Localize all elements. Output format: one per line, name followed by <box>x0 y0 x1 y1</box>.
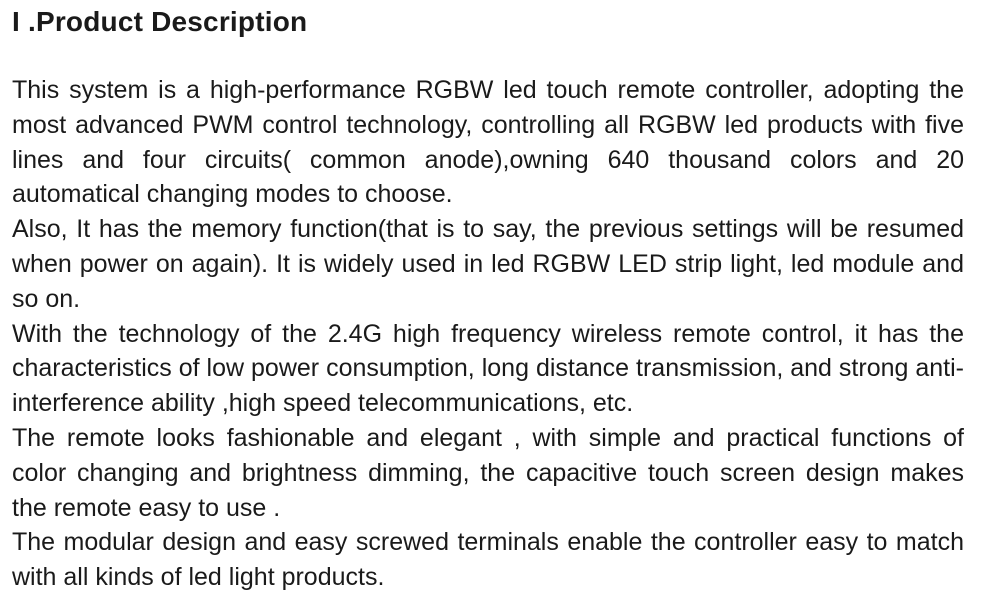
paragraph-memory-function: Also, It has the memory function(that is to say, the previous settings will be resumed when power on again). It is widely used in led RGBW LED strip light, led module and so on. <box>12 215 964 313</box>
paragraph-remote-design: The remote looks fashionable and elegant , with simple and practical functions of color changing and brightness dimming, the capacitive touch screen design makes the remote easy to use . <box>12 423 964 522</box>
section-heading: I .Product Description <box>12 6 308 37</box>
paragraph-overview: This system is a high-performance RGBW led touch remote controller, adopting the most advanced PWM control technology, controlling all RGBW led products with five lines and four circuits( common anode),owning 640 thousand colors and 20 automatical changing modes to choose. <box>12 76 964 209</box>
paragraph-modular-design: The modular design and easy screwed terminals enable the controller easy to match with all kinds of led light products. <box>12 528 964 592</box>
paragraph-wireless-technology: With the technology of the 2.4G high frequency wireless remote control, it has the characteristics of low power consumption, long distance transmission, and strong anti-interference ability ,high speed telecommunications, etc. <box>12 319 964 418</box>
description-body <box>12 73 964 595</box>
